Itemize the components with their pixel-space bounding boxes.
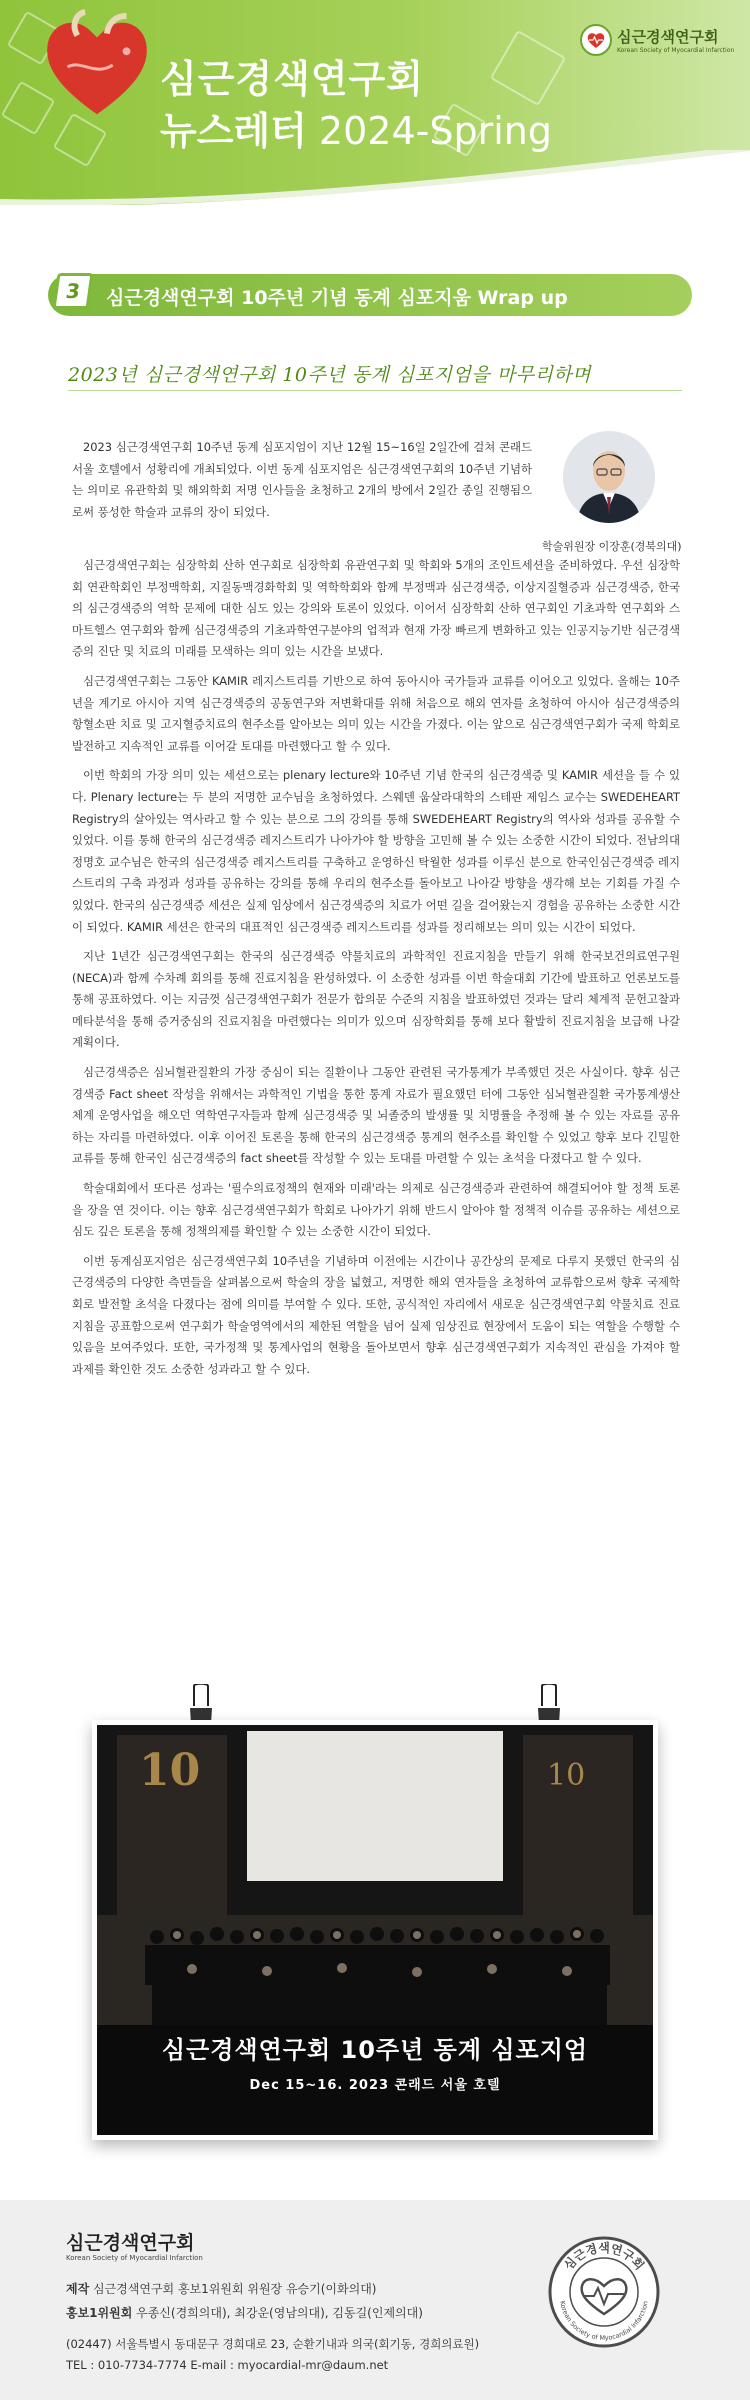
author-caption: 학술위원장 이장훈(경북의대)	[542, 540, 682, 553]
newsletter-label: 뉴스레터	[160, 109, 307, 153]
footer-contact: TEL : 010-7734-7774 E-mail : myocardial-mr@daum.net	[66, 2358, 389, 2372]
hexagon-decoration	[490, 30, 566, 106]
photo-caption-date: Dec 15~16. 2023 콘래드 서울 호텔	[249, 2078, 501, 2093]
footer-producer	[66, 2280, 376, 2297]
society-mark-icon	[580, 24, 612, 56]
seal-english-text: Korean Society of Myocardial Infarction	[558, 2300, 650, 2343]
footer-address: (02447) 서울특별시 동대문구 경희대로 23, 순환기내과 의국(회기동, 경희의료원)	[66, 2337, 480, 2351]
article-subtitle: 2023년 심근경색연구회 10주년 동계 심포지엄을 마무리하며	[68, 364, 592, 386]
logo-name: 심근경색연구회	[617, 28, 719, 46]
article-paragraph: 심근경색연구회는 심장학회 산하 연구회로 심장학회 유관연구회 및 학회와 5개의 조인트세션을 준비하였다. 우선 심장학회 연관학회인 부정맥학회, 지질동맥경화학회 및 역학학회와 함께 부정맥과 심근경색증, 이상지질혈증과 심근경색증, 한국의 심근경색증의 역학 문제에 대한 심도 있는 강의와 토론이 있었다. 이어서 심장학회 산하 연구회인 기초과학 연구회와 스마트헬스 연구회와 함께 심근경색증의 기초과학연구분야의 업적과 현재 가장 빠르게 변화하고 있는 인공지능기반 심근경색증의 진단 및 치료의 미래를 모색하는 의미 있는 시간을 보냈다.	[72, 558, 680, 659]
footer-society-english-name: Korean Society of Myocardial Infarction	[66, 2254, 203, 2262]
article-paragraph: 이번 학회의 가장 의미 있는 세션으로는 plenary lecture와 10주년 기념 한국의 심근경색증 및 KAMIR 세션을 들 수 있다. Plenary lecture는 두 분의 저명한 교수님을 초청하였다. 스웨덴 웁살라대학의 스테판 제임스 교수는 SWEDEHEART Registry의 살아있는 역사라고 할 수 있는 분으로 그의 강의를 통해 SWEDEHEART Registry의 역사와 성과를 공유할 수 있었다. 이를 통해 한국의 심근경색증 레지스트리가 나아가야 할 방향을 고민해 볼 수 있는 소중한 시간이 되었다. 전남의대 정명호 교수님은 한국의 심근경색증 레지스트리를 구축하고 운영하신 탁월한 성과를 이루신 분으로 한국인심근경색증 레지스트리의 구축 과정과 성과를 공유하는 강의를 통해 우리의 현주소를 돌아보고 나아갈 방향을 생각해 보는 기회를 가질 수 있었다. 한국의 심근경색증 세션은 실제 임상에서 심근경색증의 치료가 어떤 길을 걸어왔는지 경험을 공유하는 소중한 시간이 되었다. KAMIR 세션은 한국의 대표적인 심근경색증 레지스트리를 성과를 정리해보는 의미 있는 시간이 되었다.	[72, 768, 680, 934]
svg-text:10: 10	[547, 1758, 586, 1793]
article-paragraph: 심근경색증은 심뇌혈관질환의 가장 중심이 되는 질환이나 그동안 관련된 국가통계가 부족했던 것은 사실이다. 향후 심근경색증 Fact sheet 작성을 위해서는 과학적인 기법을 통한 통계 자료가 필요했던 터에 그동안 심뇌혈관질환 국가통계생산체계 운영사업을 해오던 역학연구자들과 함께 심근경색증 및 뇌졸중의 발생률 및 치명률을 추정해 볼 수 있는 자료를 공유하는 자리를 마련하였다. 이후 이어진 토론을 통해 한국의 심근경색증 통계의 현주소를 확인할 수 있었고 향후 보다 긴밀한 교류를 통해 한국인 심근경색증의 fact sheet를 작성할 수 있는 토대를 마련할 수 있는 초석을 다졌다고 할 수 있다.	[72, 1065, 680, 1166]
committee-label: 홍보1위원회	[66, 2306, 133, 2320]
committee-text: 우종신(경희의대), 최강운(영남의대), 김동길(인제의대)	[132, 2306, 423, 2320]
article-paragraph: 심근경색연구회는 그동안 KAMIR 레지스트리를 기반으로 하여 동아시아 국가들과 교류를 이어오고 있었다. 올해는 10주년을 계기로 아시아 지역 심근경색증의 공동연구와 저변확대를 위해 처음으로 해외 연자를 초청하여 아시아 심근경색증의 항혈소판 치료 및 고지혈증치료의 현주소를 알아보는 의미 있는 시간을 가졌다. 이는 앞으로 심근경색연구회가 국제 학회로 발전하고 지속적인 교류를 이어갈 토대를 마련했다고 할 수 있다.	[72, 673, 680, 753]
svg-text:10: 10	[139, 1745, 201, 1796]
article-paragraph: 2023 심근경색연구회 10주년 동계 심포지엄이 지난 12월 15~16일 2일간에 걸쳐 콘래드 서울 호텔에서 성황리에 개최되었다. 이번 동계 심포지엄은 심근경색연구회의 10주년 기념하는 의미로 유관학회 및 해외학회 저명 인사들을 초청하고 2개의 방에서 2일간 종일 진행됨으로써 풍성한 학술과 교류의 장이 되었다.	[72, 440, 532, 519]
photo-caption-title: 심근경색연구회 10주년 동계 심포지엄	[161, 2036, 589, 2064]
subtitle-divider	[68, 390, 682, 391]
article-body	[72, 555, 680, 1388]
footer-committee	[66, 2304, 423, 2321]
society-seal-icon	[548, 2236, 660, 2348]
seal-korean-text: 심근경색연구회	[561, 2241, 647, 2273]
producer-label: 제작	[66, 2282, 90, 2296]
author-photo	[563, 431, 655, 523]
article-paragraph: 학술대회에서 또다른 성과는 '필수의료정책의 현재와 미래'라는 의제로 심근경색증과 관련하여 해결되어야 할 정책 토론을 장을 연 것이다. 이는 향후 심근경색연구회가 학회로 나아가기 위해 반드시 알아야 할 정책적 이슈를 공유하는 세션으로 심도 깊은 토론을 통해 정책의제를 확인할 수 있는 소중한 시간이 되었다.	[72, 1181, 680, 1239]
section-title: 심근경색연구회 10주년 기념 동계 심포지움 Wrap up	[106, 287, 568, 309]
article-intro	[72, 437, 532, 531]
article-paragraph: 지난 1년간 심근경색연구회는 한국의 심근경색증 약물치료의 과학적인 진료지침을 만들기 위해 한국보건의료연구원 (NECA)과 함께 수차례 회의를 통해 진료지침을 완성하였다. 이 소중한 성과를 이번 학술대회 기간에 발표하고 언론보도를 통해 공표하였다. 이는 지금껏 심근경색연구회가 전문가 합의문 수준의 지침을 발표하였던 것과는 달리 체계적 문헌고찰과 메타분석을 통해 증거중심의 진료지침을 마련했다는 의미가 있으며 심장학회를 통해 보다 활발히 진료지침을 보급해 나갈 계획이다.	[72, 949, 680, 1050]
newsletter-title: 심근경색연구회	[160, 57, 424, 101]
article-paragraph: 이번 동계심포지엄은 심근경색연구회 10주년을 기념하며 이전에는 시간이나 공간상의 문제로 다루지 못했던 한국의 심근경색증의 다양한 측면들을 살펴봄으로써 학술의 장을 넓혔고, 저명한 해외 연자들을 초청하여 교류함으로써 향후 국제학회로 발전할 초석을 다졌다는 점에 의미를 부여할 수 있다. 또한, 공식적인 자리에서 새로운 심근경색연구회 약물치료 진료지침을 공표함으로써 연구회가 학술영역에서의 제한된 역할을 넘어 실제 임상진료 현장에서 도움이 되는 역할을 수행할 수 있음을 보여주었다. 또한, 국가정책 및 통계사업의 현황을 돌아보면서 향후 심근경색연구회가 지속적인 관심을 가져야 할 과제를 확인한 것도 소중한 성과라고 할 수 있다.	[72, 1253, 680, 1376]
heart-illustration-icon	[38, 8, 156, 126]
footer-society-name: 심근경색연구회	[66, 2232, 195, 2254]
section-number: 3	[52, 273, 93, 309]
header-wave	[0, 150, 750, 205]
producer-text: 심근경색연구회 홍보1위원회 위원장 유승기(이화의대)	[89, 2282, 377, 2296]
issue-season: 2024-Spring	[306, 109, 552, 153]
newsletter-header	[0, 0, 750, 205]
society-logo	[580, 24, 734, 56]
newsletter-issue	[160, 100, 552, 155]
logo-english-name: Korean Society of Myocardial Infarction	[617, 47, 735, 54]
